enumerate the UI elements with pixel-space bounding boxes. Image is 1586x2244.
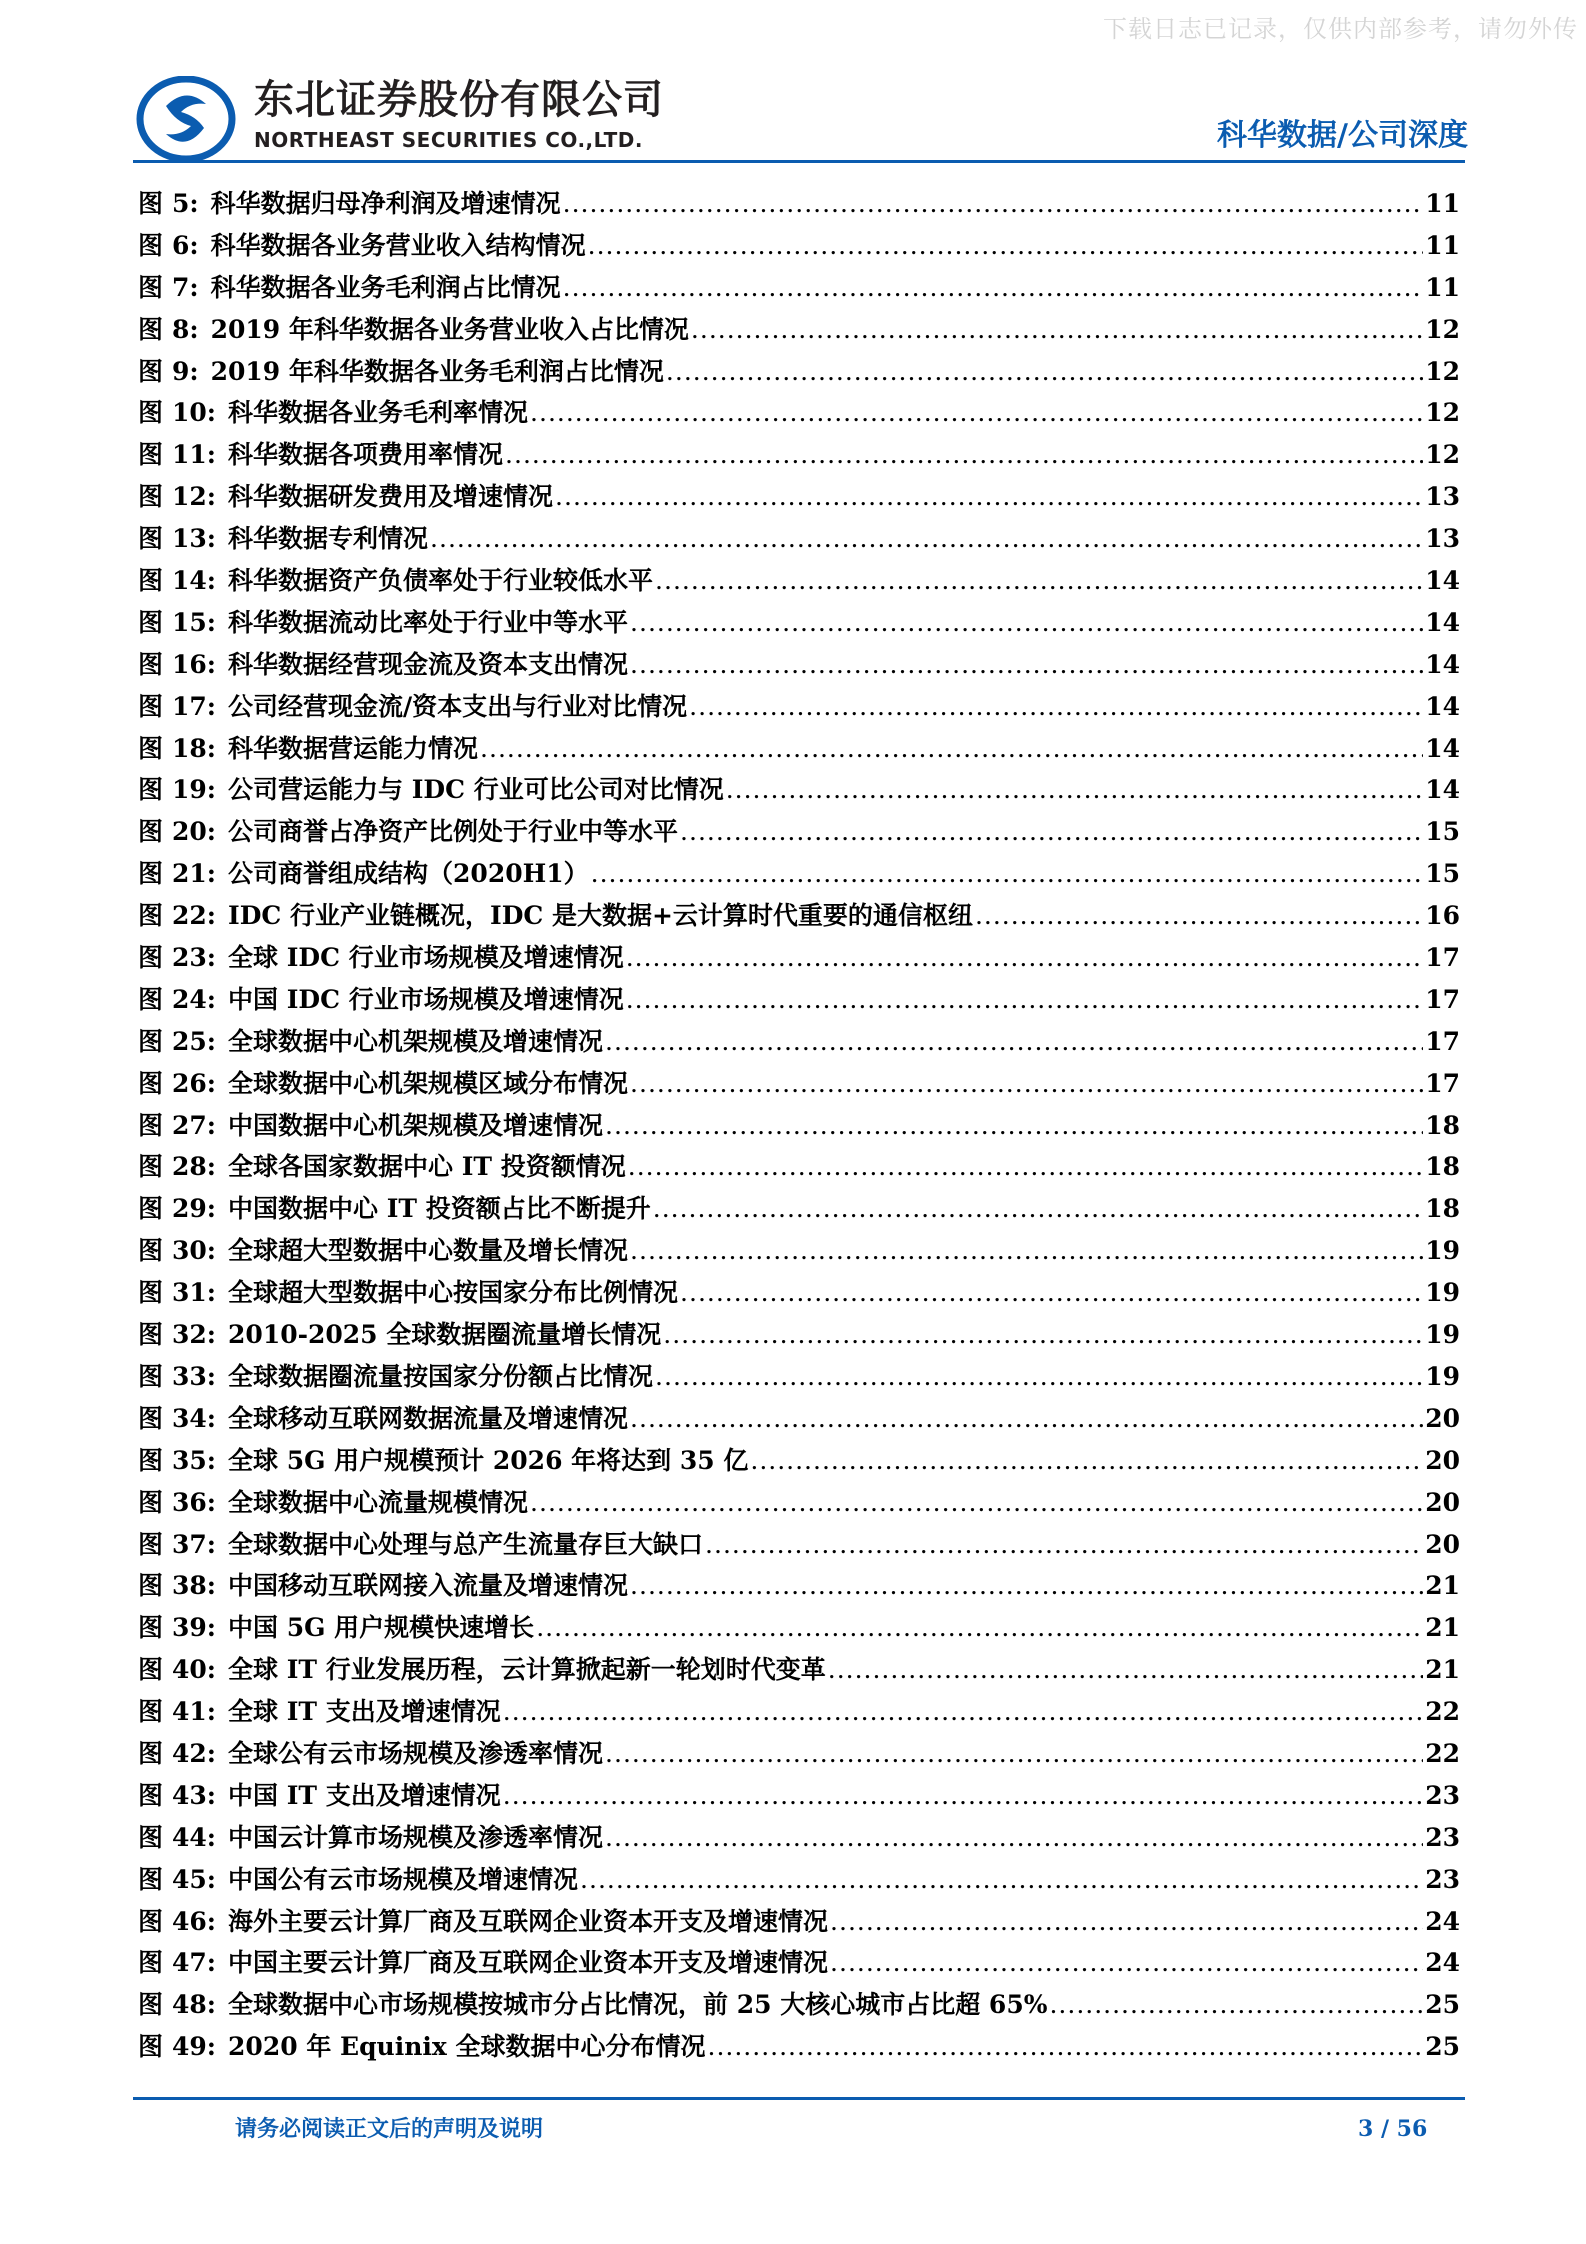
toc-entry[interactable] [138, 188, 1460, 230]
page-ref: 12 [1425, 314, 1460, 344]
figure-number: 26: [172, 1068, 217, 1098]
dot-leader [628, 1151, 1423, 1183]
dot-leader [689, 691, 1423, 723]
figure-title: 公司营运能力与 IDC 行业可比公司对比情况 [228, 775, 724, 805]
company-logo-icon [136, 76, 236, 162]
page-ref: 14 [1425, 691, 1460, 721]
figure-title: 全球超大型数据中心按国家分布比例情况 [228, 1278, 679, 1308]
figure-prefix: 图 [138, 1068, 164, 1098]
figure-number: 32: [172, 1320, 217, 1350]
figure-number: 36: [172, 1487, 217, 1517]
figure-prefix: 图 [138, 1906, 164, 1936]
figure-prefix: 图 [138, 1780, 164, 1810]
dot-leader [726, 774, 1423, 806]
figure-number: 20: [172, 817, 217, 847]
toc-entry[interactable] [138, 1026, 1460, 1068]
figure-index-list [138, 188, 1460, 2073]
figure-prefix: 图 [138, 482, 164, 512]
toc-entry[interactable] [138, 942, 1460, 984]
dot-leader [630, 649, 1423, 681]
toc-entry[interactable] [138, 1403, 1460, 1445]
figure-number: 31: [172, 1278, 217, 1308]
figure-number: 5: [172, 189, 199, 218]
figure-prefix: 图 [138, 649, 164, 679]
figure-title: IDC 行业产业链概况，IDC 是大数据+云计算时代重要的通信枢纽 [228, 901, 973, 931]
figure-title: 中国数据中心机架规模及增速情况 [228, 1110, 604, 1140]
figure-number: 21: [172, 859, 217, 889]
dot-leader [480, 733, 1423, 765]
page-ref: 12 [1425, 398, 1460, 428]
figure-title: 中国 IDC 行业市场规模及增速情况 [228, 984, 624, 1014]
figure-number: 13: [172, 524, 217, 554]
toc-entry[interactable] [138, 1780, 1460, 1822]
toc-entry[interactable] [138, 356, 1460, 398]
dot-leader [975, 900, 1423, 932]
figure-title: 公司商誉组成结构（2020H1） [228, 859, 589, 889]
dot-leader [630, 1068, 1423, 1100]
page-ref: 23 [1425, 1780, 1460, 1810]
page-ref: 15 [1425, 859, 1460, 889]
figure-title: 2020 年 Equinix 全球数据中心分布情况 [228, 2032, 706, 2062]
toc-entry[interactable] [138, 565, 1460, 607]
figure-prefix: 图 [138, 943, 164, 973]
toc-entry[interactable] [138, 900, 1460, 942]
figure-prefix: 图 [138, 1655, 164, 1685]
dot-leader [680, 816, 1423, 848]
figure-number: 41: [172, 1697, 217, 1727]
figure-number: 23: [172, 943, 217, 973]
figure-title: 2019 年科华数据各业务营业收入占比情况 [210, 314, 689, 344]
figure-title: 科华数据研发费用及增速情况 [228, 482, 554, 512]
figure-number: 48: [172, 1990, 217, 2020]
figure-number: 45: [172, 1864, 217, 1894]
page-ref: 14 [1425, 775, 1460, 805]
dot-leader [750, 1445, 1423, 1477]
figure-title: 中国公有云市场规模及增速情况 [228, 1864, 579, 1894]
page-ref: 20 [1425, 1445, 1460, 1475]
figure-title: 科华数据经营现金流及资本支出情况 [228, 649, 629, 679]
figure-prefix: 图 [138, 1864, 164, 1894]
figure-number: 34: [172, 1403, 217, 1433]
figure-prefix: 图 [138, 1697, 164, 1727]
page-ref: 16 [1425, 901, 1460, 931]
dot-leader [663, 1319, 1423, 1351]
figure-title: 全球移动互联网数据流量及增速情况 [228, 1403, 629, 1433]
dot-leader [591, 858, 1424, 890]
dot-leader [626, 984, 1423, 1016]
figure-number: 40: [172, 1655, 217, 1685]
figure-number: 25: [172, 1026, 217, 1056]
figure-title: 2010-2025 全球数据圈流量增长情况 [228, 1320, 662, 1350]
page-ref: 11 [1425, 230, 1460, 260]
figure-prefix: 图 [138, 775, 164, 805]
figure-number: 27: [172, 1110, 217, 1140]
figure-title: 科华数据资产负债率处于行业较低水平 [228, 566, 654, 596]
toc-entry[interactable] [138, 1822, 1460, 1864]
figure-prefix: 图 [138, 984, 164, 1014]
dot-leader [536, 1612, 1423, 1644]
dot-leader [705, 1529, 1423, 1561]
toc-entry[interactable] [138, 397, 1460, 439]
page-ref: 17 [1425, 1026, 1460, 1056]
dot-leader [626, 942, 1423, 974]
figure-prefix: 图 [138, 189, 164, 218]
toc-entry[interactable] [138, 1068, 1460, 1110]
toc-entry[interactable] [138, 1487, 1460, 1529]
toc-entry[interactable] [138, 1612, 1460, 1654]
figure-title: 全球 5G 用户规模预计 2026 年将达到 35 亿 [228, 1445, 749, 1475]
toc-entry[interactable] [138, 1654, 1460, 1696]
figure-title: 中国移动互联网接入流量及增速情况 [228, 1571, 629, 1601]
logo-chinese-name: 东北证券股份有限公司 [254, 77, 664, 123]
figure-prefix: 图 [138, 817, 164, 847]
page-ref: 21 [1425, 1613, 1460, 1643]
page-ref: 14 [1425, 566, 1460, 596]
figure-title: 公司经营现金流/资本支出与行业对比情况 [228, 691, 688, 721]
figure-prefix: 图 [138, 524, 164, 554]
dot-leader [605, 1110, 1423, 1142]
dot-leader [830, 1947, 1423, 1979]
page-ref: 20 [1425, 1529, 1460, 1559]
figure-prefix: 图 [138, 566, 164, 596]
page-ref: 22 [1425, 1697, 1460, 1727]
figure-number: 37: [172, 1529, 217, 1559]
page-ref: 19 [1425, 1236, 1460, 1266]
figure-prefix: 图 [138, 230, 164, 260]
figure-number: 10: [172, 398, 217, 428]
dot-leader [830, 1906, 1423, 1938]
figure-title: 全球数据中心处理与总产生流量存巨大缺口 [228, 1529, 704, 1559]
toc-entry[interactable] [138, 1738, 1460, 1780]
figure-title: 中国数据中心 IT 投资额占比不断提升 [228, 1194, 651, 1224]
toc-entry[interactable] [138, 272, 1460, 314]
figure-number: 6: [172, 230, 199, 260]
figure-number: 42: [172, 1738, 217, 1768]
dot-leader [505, 439, 1423, 471]
toc-entry[interactable] [138, 1277, 1460, 1319]
dot-leader [666, 356, 1423, 388]
figure-prefix: 图 [138, 901, 164, 931]
figure-prefix: 图 [138, 607, 164, 637]
figure-title: 中国 IT 支出及增速情况 [228, 1780, 501, 1810]
page-ref: 23 [1425, 1822, 1460, 1852]
figure-title: 全球数据圈流量按国家分份额占比情况 [228, 1361, 654, 1391]
figure-prefix: 图 [138, 691, 164, 721]
figure-prefix: 图 [138, 1738, 164, 1768]
dot-leader [503, 1780, 1423, 1812]
figure-number: 8: [172, 314, 199, 344]
figure-title: 全球数据中心市场规模按城市分占比情况，前 25 大核心城市占比超 65% [228, 1990, 1048, 2020]
toc-entry[interactable] [138, 984, 1460, 1026]
toc-entry[interactable] [138, 1361, 1460, 1403]
figure-title: 全球数据中心流量规模情况 [228, 1487, 529, 1517]
figure-title: 中国主要云计算厂商及互联网企业资本开支及增速情况 [228, 1948, 829, 1978]
figure-prefix: 图 [138, 1194, 164, 1224]
figure-number: 43: [172, 1780, 217, 1810]
dot-leader [655, 565, 1423, 597]
figure-prefix: 图 [138, 1403, 164, 1433]
figure-title: 中国 5G 用户规模快速增长 [228, 1613, 535, 1643]
page-ref: 18 [1425, 1152, 1460, 1182]
page-ref: 12 [1425, 440, 1460, 470]
dot-leader [655, 1361, 1423, 1393]
figure-title: 2019 年科华数据各业务毛利润占比情况 [210, 356, 664, 386]
toc-entry[interactable] [138, 1947, 1460, 1989]
figure-prefix: 图 [138, 1026, 164, 1056]
toc-entry[interactable] [138, 439, 1460, 481]
toc-entry[interactable] [138, 523, 1460, 565]
page-ref: 21 [1425, 1655, 1460, 1685]
figure-number: 47: [172, 1948, 217, 1978]
figure-prefix: 图 [138, 1529, 164, 1559]
dot-leader [708, 2031, 1424, 2063]
figure-number: 11: [172, 440, 217, 470]
dot-leader [691, 314, 1423, 346]
figure-prefix: 图 [138, 356, 164, 386]
toc-entry[interactable] [138, 816, 1460, 858]
toc-entry[interactable] [138, 1110, 1460, 1152]
figure-title: 全球超大型数据中心数量及增长情况 [228, 1236, 629, 1266]
figure-prefix: 图 [138, 440, 164, 470]
figure-prefix: 图 [138, 1110, 164, 1140]
figure-number: 35: [172, 1445, 217, 1475]
toc-entry[interactable] [138, 230, 1460, 272]
figure-number: 44: [172, 1822, 217, 1852]
figure-number: 39: [172, 1613, 217, 1643]
figure-title: 科华数据流动比率处于行业中等水平 [228, 607, 629, 637]
dot-leader [630, 1235, 1423, 1267]
figure-prefix: 图 [138, 272, 164, 302]
page-number: 3 / 56 [1358, 2116, 1428, 2142]
figure-number: 14: [172, 566, 217, 596]
figure-prefix: 图 [138, 1445, 164, 1475]
page-ref: 11 [1425, 272, 1460, 302]
dot-leader [828, 1654, 1423, 1686]
figure-prefix: 图 [138, 1152, 164, 1182]
figure-prefix: 图 [138, 398, 164, 428]
page-ref: 17 [1425, 943, 1460, 973]
page-ref: 19 [1425, 1361, 1460, 1391]
figure-prefix: 图 [138, 1320, 164, 1350]
toc-entry[interactable] [138, 2031, 1460, 2073]
toc-entry[interactable] [138, 1235, 1460, 1277]
figure-title: 全球 IT 行业发展历程，云计算掀起新一轮划时代变革 [228, 1655, 826, 1685]
figure-prefix: 图 [138, 1613, 164, 1643]
dot-leader [563, 272, 1424, 304]
page-ref: 18 [1425, 1194, 1460, 1224]
figure-prefix: 图 [138, 1948, 164, 1978]
dot-leader [530, 397, 1423, 429]
figure-title: 全球公有云市场规模及渗透率情况 [228, 1738, 604, 1768]
page-ref: 12 [1425, 356, 1460, 386]
toc-entry[interactable] [138, 733, 1460, 775]
page-ref: 11 [1425, 189, 1460, 218]
figure-prefix: 图 [138, 1571, 164, 1601]
toc-entry[interactable] [138, 1989, 1460, 2031]
toc-entry[interactable] [138, 607, 1460, 649]
toc-entry[interactable] [138, 691, 1460, 733]
figure-title: 全球数据中心机架规模区域分布情况 [228, 1068, 629, 1098]
dot-leader [680, 1277, 1423, 1309]
page-ref: 23 [1425, 1864, 1460, 1894]
watermark: 下载日志已记录，仅供内部参考，请勿外传 [1103, 15, 1578, 43]
figure-title: 全球 IT 支出及增速情况 [228, 1697, 501, 1727]
toc-entry[interactable] [138, 1193, 1460, 1235]
page-ref: 18 [1425, 1110, 1460, 1140]
page-ref: 17 [1425, 1068, 1460, 1098]
dot-leader [605, 1822, 1423, 1854]
figure-number: 18: [172, 733, 217, 763]
page-ref: 25 [1425, 1990, 1460, 2020]
figure-number: 19: [172, 775, 217, 805]
dot-leader [588, 230, 1424, 262]
page-ref: 14 [1425, 607, 1460, 637]
figure-title: 科华数据专利情况 [228, 524, 429, 554]
page-ref: 22 [1425, 1738, 1460, 1768]
page-ref: 21 [1425, 1571, 1460, 1601]
figure-title: 科华数据各业务毛利润占比情况 [210, 272, 561, 302]
figure-prefix: 图 [138, 1822, 164, 1852]
figure-number: 9: [172, 356, 199, 386]
toc-entry[interactable] [138, 1906, 1460, 1948]
figure-number: 24: [172, 984, 217, 1014]
toc-entry[interactable] [138, 1445, 1460, 1487]
figure-number: 28: [172, 1152, 217, 1182]
figure-prefix: 图 [138, 859, 164, 889]
figure-number: 17: [172, 691, 217, 721]
page-ref: 24 [1425, 1906, 1460, 1936]
toc-entry[interactable] [138, 858, 1460, 900]
figure-title: 科华数据各业务毛利率情况 [228, 398, 529, 428]
figure-title: 科华数据各业务营业收入结构情况 [210, 230, 586, 260]
page-ref: 24 [1425, 1948, 1460, 1978]
toc-entry[interactable] [138, 774, 1460, 816]
figure-number: 29: [172, 1194, 217, 1224]
header-divider [133, 160, 1465, 163]
toc-entry[interactable] [138, 1864, 1460, 1906]
figure-title: 海外主要云计算厂商及互联网企业资本开支及增速情况 [228, 1906, 829, 1936]
figure-number: 16: [172, 649, 217, 679]
figure-title: 科华数据营运能力情况 [228, 733, 479, 763]
page-ref: 25 [1425, 2032, 1460, 2062]
report-title: 科华数据/公司深度 [1217, 118, 1468, 153]
page-ref: 19 [1425, 1278, 1460, 1308]
page-ref: 17 [1425, 984, 1460, 1014]
dot-leader [555, 481, 1423, 513]
figure-title: 科华数据归母净利润及增速情况 [210, 189, 561, 218]
figure-title: 科华数据各项费用率情况 [228, 440, 504, 470]
figure-title: 全球 IDC 行业市场规模及增速情况 [228, 943, 624, 973]
dot-leader [503, 1696, 1423, 1728]
figure-number: 46: [172, 1906, 217, 1936]
figure-title: 全球数据中心机架规模及增速情况 [228, 1026, 604, 1056]
dot-leader [630, 607, 1423, 639]
figure-number: 33: [172, 1361, 217, 1391]
page-ref: 14 [1425, 733, 1460, 763]
figure-title: 中国云计算市场规模及渗透率情况 [228, 1822, 604, 1852]
toc-entry[interactable] [138, 649, 1460, 691]
page-ref: 13 [1425, 482, 1460, 512]
figure-prefix: 图 [138, 314, 164, 344]
toc-entry[interactable] [138, 1696, 1460, 1738]
toc-entry[interactable] [138, 1151, 1460, 1193]
figure-prefix: 图 [138, 1236, 164, 1266]
figure-prefix: 图 [138, 1487, 164, 1517]
toc-entry[interactable] [138, 1529, 1460, 1571]
dot-leader [605, 1738, 1423, 1770]
figure-prefix: 图 [138, 1990, 164, 2020]
figure-title: 全球各国家数据中心 IT 投资额情况 [228, 1152, 626, 1182]
page-ref: 20 [1425, 1487, 1460, 1517]
dot-leader [630, 1570, 1423, 1602]
figure-number: 49: [172, 2032, 217, 2062]
figure-number: 7: [172, 272, 199, 302]
dot-leader [605, 1026, 1423, 1058]
figure-number: 12: [172, 482, 217, 512]
toc-entry[interactable] [138, 1319, 1460, 1361]
figure-prefix: 图 [138, 1361, 164, 1391]
figure-number: 22: [172, 901, 217, 931]
toc-entry[interactable] [138, 481, 1460, 523]
figure-title: 公司商誉占净资产比例处于行业中等水平 [228, 817, 679, 847]
dot-leader [530, 1487, 1423, 1519]
figure-number: 30: [172, 1236, 217, 1266]
page-ref: 19 [1425, 1320, 1460, 1350]
page-ref: 13 [1425, 524, 1460, 554]
dot-leader [653, 1193, 1423, 1225]
toc-entry[interactable] [138, 1570, 1460, 1612]
page-ref: 14 [1425, 649, 1460, 679]
dot-leader [630, 1403, 1423, 1435]
figure-prefix: 图 [138, 1278, 164, 1308]
figure-number: 15: [172, 607, 217, 637]
page-ref: 20 [1425, 1403, 1460, 1433]
page-ref: 15 [1425, 817, 1460, 847]
dot-leader [430, 523, 1423, 555]
dot-leader [580, 1864, 1423, 1896]
dot-leader [1049, 1989, 1423, 2021]
logo-english-name: NORTHEAST SECURITIES CO.,LTD. [254, 128, 643, 152]
figure-number: 38: [172, 1571, 217, 1601]
footer-disclaimer-note: 请务必阅读正文后的声明及说明 [235, 2116, 544, 2142]
toc-entry[interactable] [138, 314, 1460, 356]
dot-leader [563, 188, 1424, 220]
figure-prefix: 图 [138, 2032, 164, 2062]
footer-divider [133, 2097, 1465, 2100]
figure-prefix: 图 [138, 733, 164, 763]
